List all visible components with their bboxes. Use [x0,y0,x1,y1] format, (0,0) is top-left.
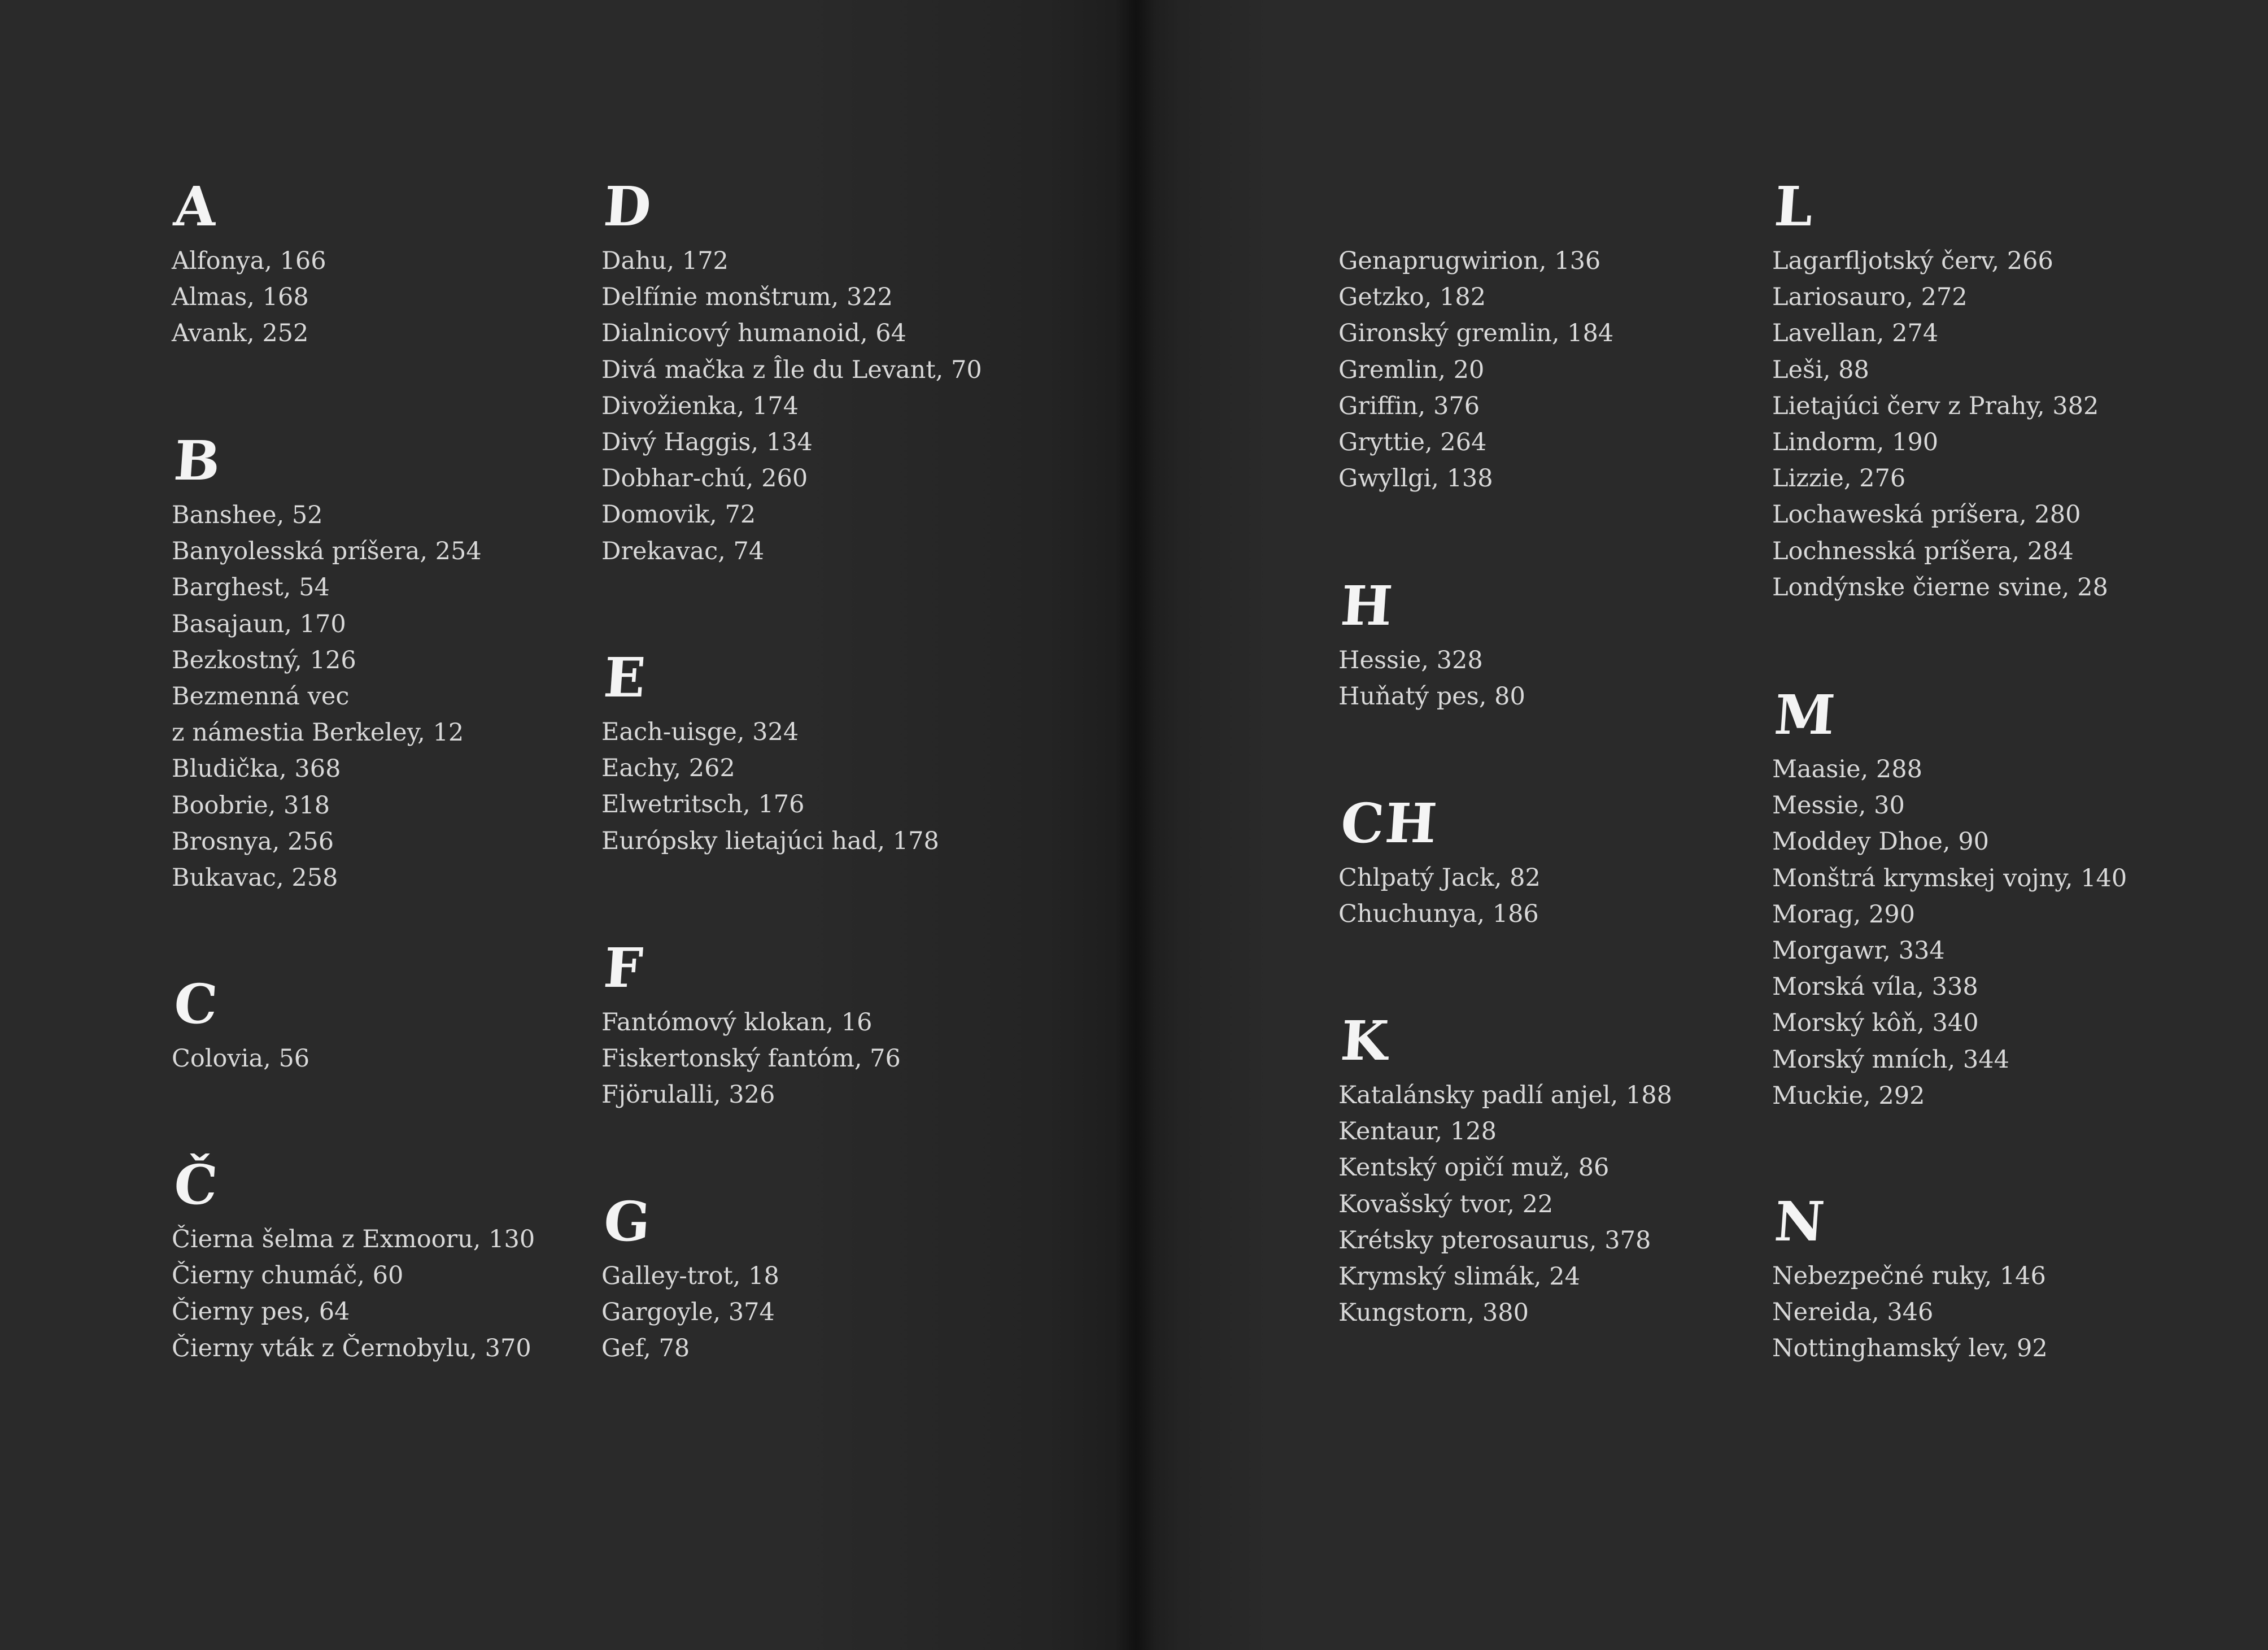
index-entry: Huňatý pes, 80 [1338,682,1525,711]
entry-list [601,1258,779,1367]
index-section-l [1772,175,2108,606]
index-entry: Čierny pes, 64 [172,1298,350,1326]
entry-list [1338,1077,1672,1331]
index-section-c [172,972,310,1077]
index-entry: Dobhar-chú, 260 [601,464,808,493]
entry-list [1772,751,2127,1114]
index-section-g-continued [1338,243,1613,497]
section-letter: F [601,936,646,1000]
index-entry: Dahu, 172 [601,247,729,275]
index-entry: Lavellan, 274 [1772,319,1939,348]
index-entry: Morag, 290 [1772,900,1916,929]
index-entry: Lietajúci červ z Prahy, 382 [1772,391,2099,420]
index-entry: Galley-trot, 18 [601,1262,779,1290]
index-entry: Bludička, 368 [172,755,341,783]
section-letter: B [172,429,224,493]
index-entry: Almas, 168 [172,283,309,312]
index-entry: Each-uisge, 324 [601,718,799,746]
index-entry: z námestia Berkeley, 12 [172,719,464,747]
index-entry: Krétsky pterosaurus, 378 [1338,1226,1651,1255]
section-letter: N [1772,1190,1828,1253]
entry-list [1338,860,1541,932]
section-letter: Č [172,1153,221,1217]
index-entry: Griffin, 376 [1338,391,1480,420]
index-entry: Katalánsky padlí anjel, 188 [1338,1081,1672,1109]
index-entry: Gryttie, 264 [1338,428,1487,457]
entry-list [1772,243,2108,606]
index-entry: Moddey Dhoe, 90 [1772,828,1989,856]
entry-list [1338,243,1613,497]
index-entry: Barghest, 54 [172,573,330,602]
index-entry: Morský kôň, 340 [1772,1009,1979,1038]
index-entry: Divá mačka z Île du Levant, 70 [601,355,982,384]
section-letter: G [601,1190,654,1253]
index-entry: Gef, 78 [601,1334,690,1363]
index-section-m [1772,683,2127,1114]
index-entry: Čierny vták z Černobylu, 370 [172,1334,531,1362]
index-section-h [1338,574,1525,715]
index-entry: Kungstorn, 380 [1338,1299,1529,1327]
index-entry: Leši, 88 [1772,355,1869,384]
index-entry: Kentaur, 128 [1338,1117,1497,1146]
entry-list [1338,642,1525,715]
index-entry: Alfonya, 166 [172,247,326,275]
section-letter: A [172,175,220,238]
index-section-a [172,175,326,352]
index-entry: Londýnske čierne svine, 28 [1772,573,2108,602]
index-entry: Monštrá krymskej vojny, 140 [1772,864,2127,893]
index-entry: Lizzie, 276 [1772,464,1906,493]
index-entry: Domovik, 72 [601,500,756,529]
index-entry: Morská víla, 338 [1772,973,1978,1002]
index-entry: Colovia, 56 [172,1044,310,1073]
index-entry: Gwyllgi, 138 [1338,464,1493,493]
section-letter: CH [1338,791,1440,855]
index-entry: Boobrie, 318 [172,791,330,820]
index-entry: Brosnya, 256 [172,827,334,856]
index-entry: Avank, 252 [172,319,309,348]
entry-list [172,1040,309,1077]
index-entry: Maasie, 288 [1772,755,1922,783]
section-letter: C [172,972,221,1036]
index-entry: Divý Haggis, 134 [601,428,813,457]
index-entry: Banshee, 52 [172,501,323,529]
index-entry: Chuchunya, 186 [1338,900,1539,929]
index-entry: Fantómový klokan, 16 [601,1008,873,1037]
entry-list [601,1004,901,1113]
index-entry: Gironský gremlin, 184 [1338,319,1614,348]
index-entry: Lariosauro, 272 [1772,283,1968,312]
index-entry: Gargoyle, 374 [601,1298,775,1327]
entry-list [601,243,982,569]
index-entry: Drekavac, 74 [601,537,765,565]
index-entry: Krymský slimák, 24 [1338,1262,1580,1291]
index-entry: Chlpatý Jack, 82 [1338,864,1541,892]
index-entry: Nereida, 346 [1772,1298,1934,1327]
index-entry: Divožienka, 174 [601,391,799,420]
section-letter: K [1338,1009,1392,1073]
index-entry: Delfínie monštrum, 322 [601,283,893,312]
index-entry: Morgawr, 334 [1772,937,1945,965]
index-section-c-caron [172,1153,535,1366]
index-section-b [172,429,482,896]
index-section-k [1338,1009,1672,1331]
section-letter: H [1338,574,1396,638]
index-entry: Lagarfljotský červ, 266 [1772,247,2053,275]
index-entry: Gremlin, 20 [1338,355,1485,384]
book-gutter [1115,0,1155,1650]
index-section-n [1772,1190,2048,1367]
entry-list [172,497,482,896]
index-section-e [601,646,939,859]
index-entry: Kentský opičí muž, 86 [1338,1153,1610,1182]
entry-list [1772,1258,2048,1367]
index-section-f [601,936,901,1113]
index-entry: Čierny chumáč, 60 [172,1261,404,1290]
section-letter: E [601,646,649,709]
index-entry: Európsky lietajúci had, 178 [601,826,939,855]
index-entry: Fjörulalli, 326 [601,1081,775,1109]
index-section-d [601,175,982,569]
index-entry: Banyolesská príšera, 254 [172,537,482,566]
index-entry: Nottinghamský lev, 92 [1772,1334,2048,1363]
index-entry: Getzko, 182 [1338,283,1486,312]
index-entry: Elwetritsch, 176 [601,790,805,819]
index-entry: Kovašský tvor, 22 [1338,1190,1554,1218]
index-entry: Nebezpečné ruky, 146 [1772,1262,2046,1290]
index-entry: Dialnicový humanoid, 64 [601,319,906,348]
index-entry: Morský mních, 344 [1772,1045,2009,1074]
index-entry: Bezkostný, 126 [172,646,356,674]
index-entry: Eachy, 262 [601,754,735,783]
index-entry: Bukavac, 258 [172,864,338,893]
index-section-ch [1338,791,1541,932]
index-entry: Lochnesská príšera, 284 [1772,537,2074,565]
index-entry: Lindorm, 190 [1772,428,1939,457]
index-entry: Čierna šelma z Exmooru, 130 [172,1225,535,1253]
index-entry: Basajaun, 170 [172,610,346,638]
index-entry: Genaprugwirion, 136 [1338,247,1601,275]
index-entry: Bezmenná vec [172,682,350,711]
section-letter: D [601,175,655,238]
index-entry: Hessie, 328 [1338,646,1483,674]
entry-list [172,1221,535,1366]
entry-list [172,243,326,352]
index-entry: Muckie, 292 [1772,1081,1925,1110]
index-entry: Messie, 30 [1772,791,1905,820]
entry-list [601,714,939,859]
section-letter: L [1772,175,1816,238]
index-entry: Fiskertonský fantóm, 76 [601,1044,901,1073]
section-letter: M [1772,683,1838,747]
index-entry: Lochaweská príšera, 280 [1772,500,2081,529]
index-section-g [601,1190,779,1367]
